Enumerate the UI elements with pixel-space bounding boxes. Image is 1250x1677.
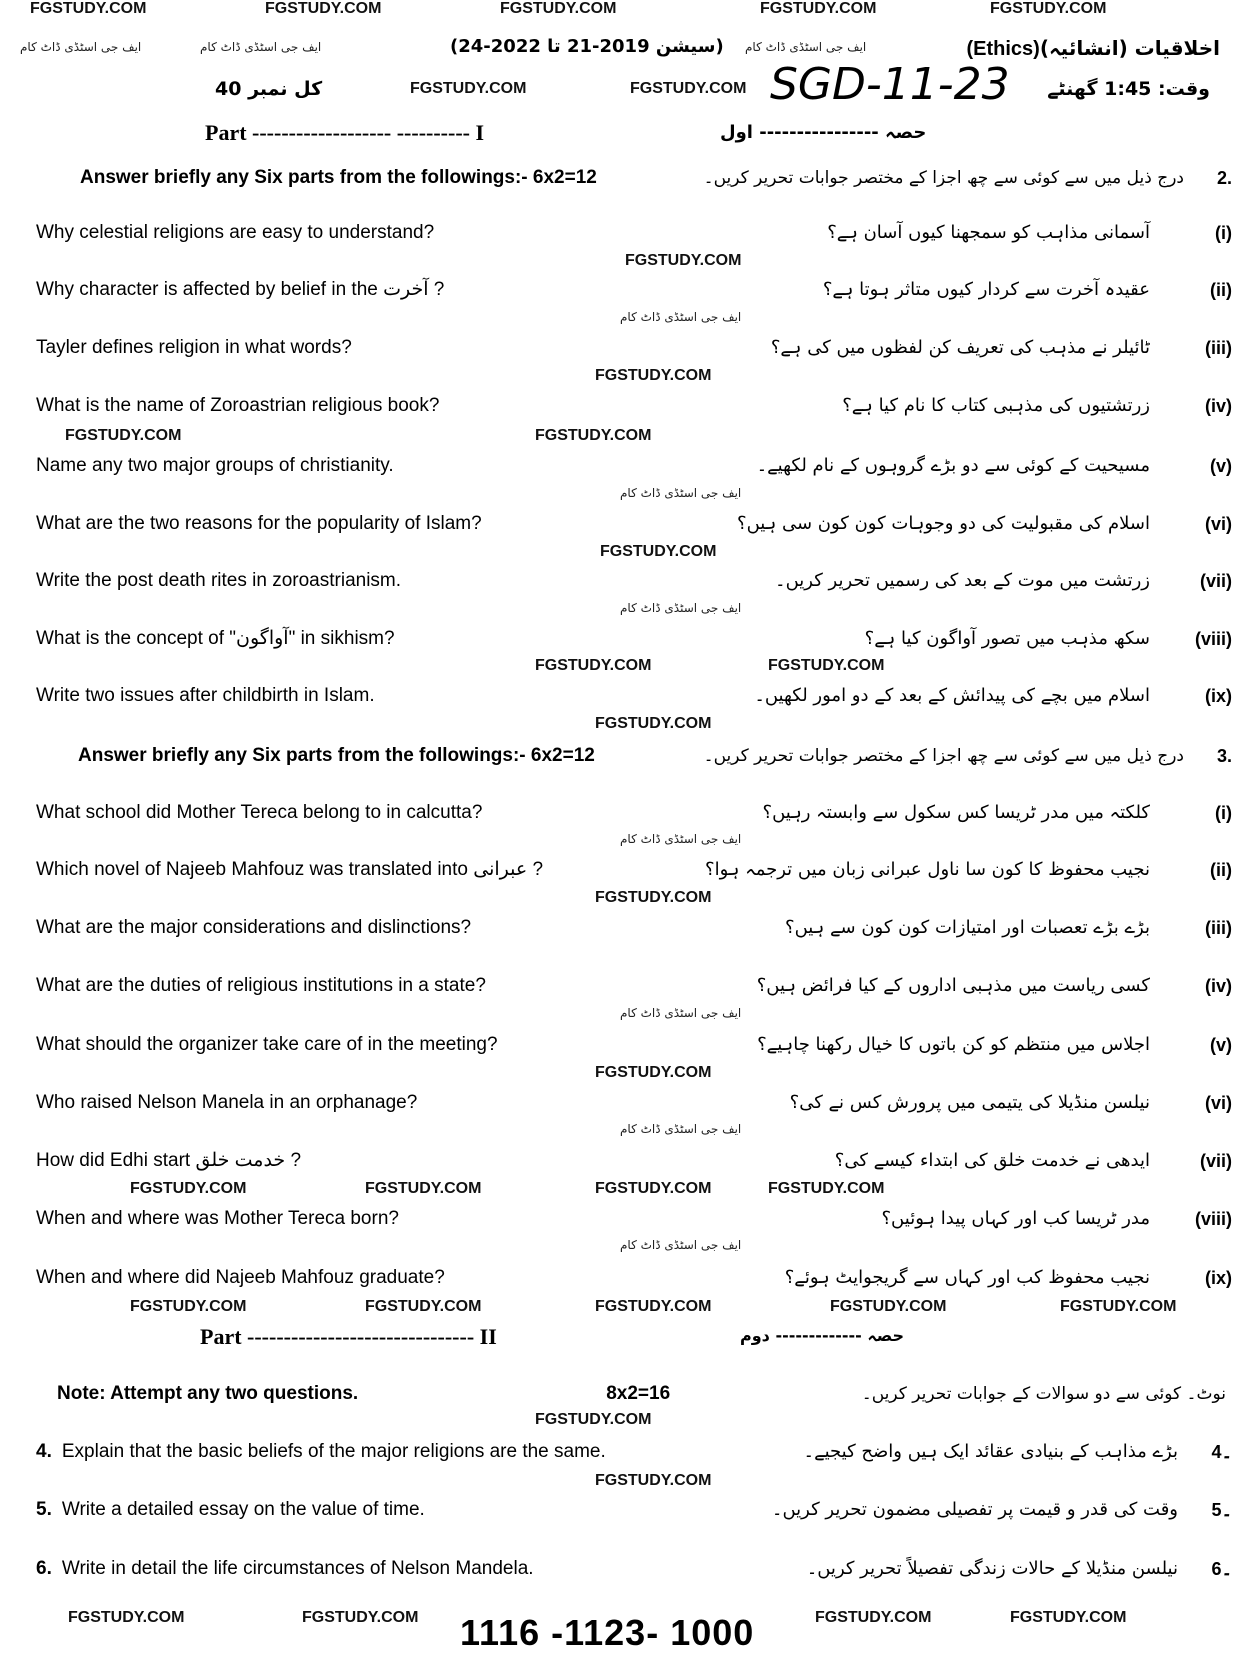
- part-number: (v): [1210, 456, 1232, 476]
- part-number: (ix): [1205, 1268, 1232, 1288]
- question-row: [36, 337, 1232, 359]
- watermark: FGSTUDY.COM: [595, 1180, 712, 1197]
- question-text-urdu: بڑے بڑے تعصبات اور امتیازات کون کون سے ہیں؟: [785, 917, 1150, 938]
- question-text: Which novel of Najeeb Mahfouz was translated into عبرانی ?: [36, 859, 544, 880]
- watermark: FGSTUDY.COM: [535, 1411, 652, 1428]
- part-number: (vi): [1205, 514, 1232, 534]
- question-text: How did Edhi start خدمت خلق ?: [36, 1150, 302, 1171]
- watermark: FGSTUDY.COM: [595, 1472, 712, 1489]
- watermark: FGSTUDY.COM: [595, 367, 712, 384]
- question-text-urdu: ٹائیلر نے مذہب کی تعریف کن لفظوں میں کی ہے؟: [770, 337, 1150, 358]
- question-text-urdu: نیلسن منڈیلا کی یتیمی میں پرورش کس نے کی؟: [789, 1092, 1150, 1113]
- part-2-label: Part ------------------------------- II: [200, 1324, 497, 1349]
- total-marks: کل نمبر 40: [215, 78, 323, 100]
- question-text: What are the major considerations and dislinctions?: [36, 917, 472, 938]
- q3-instruction: Answer briefly any Six parts from the followings:- 6x2=12: [78, 745, 595, 766]
- question-row: [36, 570, 1232, 592]
- part-number: (ii): [1210, 280, 1232, 300]
- watermark: FGSTUDY.COM: [760, 0, 877, 17]
- watermark: FGSTUDY.COM: [130, 1180, 247, 1197]
- question-text-urdu: نیلسن منڈیلا کے حالات زندگی تفصیلاً تحریر کریں۔: [806, 1558, 1178, 1579]
- question-row: [36, 975, 1232, 997]
- question-text-urdu: بڑے مذاہب کے بنیادی عقائد ایک ہیں واضح کیجیے۔: [803, 1441, 1178, 1462]
- watermark: FGSTUDY.COM: [535, 427, 652, 444]
- question-text-urdu: اجلاس میں منتظم کو کن باتوں کا خیال رکھنا چاہیے؟: [757, 1034, 1150, 1055]
- question-row: [36, 628, 1232, 650]
- long-question-row: [36, 1499, 1232, 1521]
- question-text: When and where did Najeeb Mahfouz graduate?: [36, 1267, 445, 1288]
- part-number: (vii): [1199, 1151, 1232, 1171]
- question-text-urdu: عقیدہ آخرت سے کردار کیوں متاثر ہوتا ہے؟: [822, 279, 1150, 300]
- part-2-label-urdu: حصہ ------------- دوم: [740, 1326, 905, 1345]
- q3-instruction-urdu: درج ذیل میں سے کوئی سے چھ اجزا کے مختصر جوابات تحریر کریں۔: [703, 746, 1184, 766]
- question-text: What school did Mother Tereca belong to in calcutta?: [36, 802, 483, 823]
- q2-number: 2.: [1216, 168, 1232, 188]
- watermark: FGSTUDY.COM: [265, 0, 382, 17]
- part-1-label: Part ------------------- ---------- I: [205, 120, 485, 145]
- part-number: (ix): [1205, 686, 1232, 706]
- question-number: 4.: [36, 1441, 52, 1462]
- question-text: What should the organizer take care of in the meeting?: [36, 1034, 498, 1055]
- question-text: Write in detail the life circumstances of Nelson Mandela.: [61, 1558, 534, 1579]
- q2-instruction: Answer briefly any Six parts from the followings:- 6x2=12: [80, 167, 597, 188]
- question-text-urdu: کسی ریاست میں مذہبی اداروں کے کیا فرائض ہیں؟: [756, 975, 1150, 996]
- watermark: FGSTUDY.COM: [535, 657, 652, 674]
- watermark: FGSTUDY.COM: [130, 1298, 247, 1315]
- question-number: 6.: [36, 1558, 52, 1579]
- watermark: FGSTUDY.COM: [410, 80, 527, 97]
- watermark: ایف جی اسٹڈی ڈاٹ کام: [620, 1122, 742, 1136]
- question-row: [36, 685, 1232, 707]
- question-text: Who raised Nelson Manela in an orphanage?: [36, 1092, 418, 1113]
- note-instruction: Note: Attempt any two questions.: [57, 1383, 359, 1404]
- part-number: (vii): [1199, 571, 1232, 591]
- note-row: [57, 1383, 1226, 1405]
- question-number-urdu: 5۔: [1211, 1500, 1232, 1520]
- question-row: [36, 513, 1232, 535]
- long-question-row: [36, 1558, 1232, 1580]
- question-row: [36, 1034, 1232, 1056]
- watermark: FGSTUDY.COM: [65, 427, 182, 444]
- question-text: What is the concept of "آواگون" in sikhism?: [36, 628, 395, 649]
- question-text: What is the name of Zoroastrian religious book?: [36, 395, 440, 416]
- watermark: ایف جی اسٹڈی ڈاٹ کام: [620, 486, 742, 500]
- q3-header: [78, 745, 1232, 767]
- watermark: FGSTUDY.COM: [1060, 1298, 1177, 1315]
- question-row: [36, 1208, 1232, 1230]
- part-number: (vi): [1205, 1093, 1232, 1113]
- question-text-urdu: نجیب محفوظ کا کون سا ناول عبرانی زبان میں ترجمہ ہوا؟: [705, 859, 1150, 880]
- part-number: (iv): [1205, 976, 1232, 996]
- part-1-label-urdu: حصہ ---------------- اول: [720, 122, 927, 143]
- watermark: FGSTUDY.COM: [595, 715, 712, 732]
- watermark: FGSTUDY.COM: [30, 0, 147, 17]
- question-row: [36, 802, 1232, 824]
- q3-number: 3.: [1216, 746, 1232, 766]
- question-row: [36, 1267, 1232, 1289]
- part-number: (i): [1215, 223, 1232, 243]
- watermark: FGSTUDY.COM: [990, 0, 1107, 17]
- question-text: Why celestial religions are easy to understand?: [36, 222, 435, 243]
- question-text: What are the two reasons for the popularity of Islam?: [36, 513, 482, 534]
- question-text-urdu: زرتشتیوں کی مذہبی کتاب کا نام کیا ہے؟: [842, 395, 1150, 416]
- part-number: (v): [1210, 1035, 1232, 1055]
- question-text: Write the post death rites in zoroastrianism.: [36, 570, 402, 591]
- question-text-urdu: نجیب محفوظ کب اور کہاں سے گریجوایٹ ہوئے؟: [784, 1267, 1150, 1288]
- watermark: ایف جی اسٹڈی ڈاٹ کام: [620, 310, 742, 324]
- question-text-urdu: کلکتہ میں مدر ٹریسا کس سکول سے وابستہ رہیں؟: [762, 802, 1150, 823]
- watermark: FGSTUDY.COM: [630, 80, 747, 97]
- long-question-row: [36, 1441, 1232, 1463]
- time-allowed: وقت: 1:45 گھنٹے: [1047, 78, 1210, 100]
- question-row: [36, 1150, 1232, 1172]
- watermark: ایف جی اسٹڈی ڈاٹ کام: [745, 40, 867, 54]
- watermark: FGSTUDY.COM: [625, 252, 742, 269]
- question-row: [36, 222, 1232, 244]
- q2-instruction-urdu: درج ذیل میں سے کوئی سے چھ اجزا کے مختصر جوابات تحریر کریں۔: [703, 168, 1184, 188]
- question-row: [36, 279, 1232, 301]
- question-text-urdu: ایدھی نے خدمت خلق کی ابتداء کیسے کی؟: [834, 1150, 1150, 1171]
- question-text: Why character is affected by belief in the آخرت ?: [36, 279, 445, 300]
- watermark: ایف جی اسٹڈی ڈاٹ کام: [620, 832, 742, 846]
- question-number-urdu: 6۔: [1211, 1559, 1232, 1579]
- watermark: ایف جی اسٹڈی ڈاٹ کام: [620, 601, 742, 615]
- question-text-urdu: اسلام میں بچے کی پیدائش کے بعد کے دو امور لکھیں۔: [754, 685, 1150, 706]
- note-marks: 8x2=16: [606, 1383, 671, 1404]
- watermark: FGSTUDY.COM: [768, 657, 885, 674]
- question-number-urdu: 4۔: [1211, 1442, 1232, 1462]
- part-number: (ii): [1210, 860, 1232, 880]
- part-number: (iii): [1205, 338, 1232, 358]
- watermark: FGSTUDY.COM: [830, 1298, 947, 1315]
- part-number: (viii): [1194, 629, 1232, 649]
- question-text: Write two issues after childbirth in Islam.: [36, 685, 375, 706]
- question-text-urdu: آسمانی مذاہب کو سمجھنا کیوں آسان ہے؟: [827, 222, 1150, 243]
- part-number: (viii): [1194, 1209, 1232, 1229]
- watermark: FGSTUDY.COM: [595, 889, 712, 906]
- watermark: ایف جی اسٹڈی ڈاٹ کام: [620, 1006, 742, 1020]
- watermark: FGSTUDY.COM: [365, 1298, 482, 1315]
- question-row: [36, 859, 1232, 881]
- question-text-urdu: زرتشت میں موت کے بعد کی رسمیں تحریر کریں۔: [775, 570, 1150, 591]
- question-text: Write a detailed essay on the value of time.: [61, 1499, 425, 1520]
- watermark: FGSTUDY.COM: [595, 1298, 712, 1315]
- q2-header: [80, 167, 1232, 189]
- question-text: Tayler defines religion in what words?: [36, 337, 352, 358]
- watermark: FGSTUDY.COM: [815, 1609, 932, 1626]
- note-instruction-urdu: نوٹ۔ کوئی سے دو سوالات کے جوابات تحریر کریں۔: [861, 1384, 1226, 1404]
- question-text: Name any two major groups of christianity.: [36, 455, 394, 476]
- question-row: [36, 455, 1232, 477]
- paper-code: 1116 -1123- 1000: [460, 1612, 755, 1653]
- watermark: FGSTUDY.COM: [1010, 1609, 1127, 1626]
- question-text: When and where was Mother Tereca born?: [36, 1208, 399, 1229]
- session: (سیشن 2019-21 تا 2022-24): [450, 36, 724, 57]
- question-row: [36, 1092, 1232, 1114]
- watermark: FGSTUDY.COM: [600, 543, 717, 560]
- question-text-urdu: سکھ مذہب میں تصور آواگون کیا ہے؟: [864, 628, 1150, 649]
- watermark: FGSTUDY.COM: [768, 1180, 885, 1197]
- part-number: (iv): [1205, 396, 1232, 416]
- question-number: 5.: [36, 1499, 52, 1520]
- watermark: FGSTUDY.COM: [500, 0, 617, 17]
- watermark: FGSTUDY.COM: [365, 1180, 482, 1197]
- handwritten-paper-code: SGD-11-23: [770, 59, 1010, 110]
- watermark: FGSTUDY.COM: [302, 1609, 419, 1626]
- question-text-urdu: اسلام کی مقبولیت کی دو وجوہات کون کون سی ہیں؟: [737, 513, 1150, 534]
- watermark: FGSTUDY.COM: [68, 1609, 185, 1626]
- question-row: [36, 917, 1232, 939]
- part-number: (iii): [1205, 918, 1232, 938]
- question-text-urdu: مدر ٹریسا کب اور کہاں پیدا ہوئیں؟: [881, 1208, 1150, 1229]
- watermark: ایف جی اسٹڈی ڈاٹ کام: [620, 1238, 742, 1252]
- watermark: ایف جی اسٹڈی ڈاٹ کام: [200, 40, 322, 54]
- question-text-urdu: مسیحیت کے کوئی سے دو بڑے گروہوں کے نام لکھیے۔: [756, 455, 1150, 476]
- question-text: Explain that the basic beliefs of the major religions are the same.: [61, 1441, 606, 1462]
- subject-title: اخلاقیات (انشائیہ)(Ethics): [966, 36, 1220, 60]
- question-text-urdu: وقت کی قدر و قیمت پر تفصیلی مضمون تحریر کریں۔: [771, 1499, 1178, 1520]
- question-text: What are the duties of religious institutions in a state?: [36, 975, 486, 996]
- part-number: (i): [1215, 803, 1232, 823]
- question-row: [36, 395, 1232, 417]
- watermark: FGSTUDY.COM: [595, 1064, 712, 1081]
- watermark: ایف جی اسٹڈی ڈاٹ کام: [20, 40, 142, 54]
